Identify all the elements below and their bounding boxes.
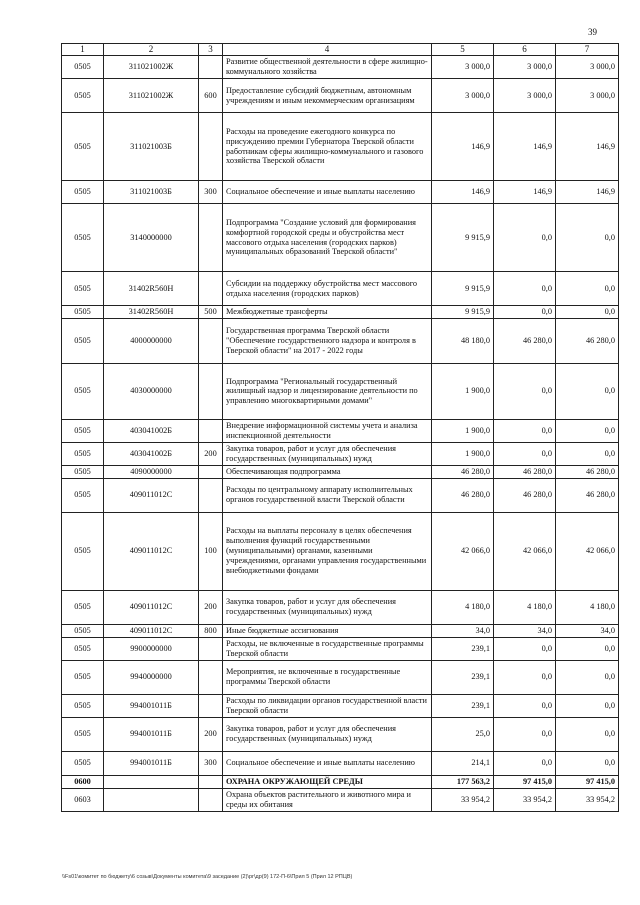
amount-year-2: 0,0 bbox=[494, 751, 556, 775]
expense-type-code: 500 bbox=[199, 306, 223, 319]
expense-name: Предоставление субсидий бюджетным, автономным учреждениям и иным некоммерческим организациям bbox=[223, 79, 432, 113]
section-code: 0505 bbox=[62, 204, 104, 272]
amount-year-2: 0,0 bbox=[494, 637, 556, 660]
amount-year-1: 42 066,0 bbox=[432, 512, 494, 590]
expense-type-code bbox=[199, 788, 223, 811]
amount-year-2: 0,0 bbox=[494, 442, 556, 465]
target-article-code: 31402R560H bbox=[104, 272, 199, 306]
expense-name: Охрана объектов растительного и животного мира и среды их обитания bbox=[223, 788, 432, 811]
header-cell: 4 bbox=[223, 44, 432, 56]
section-code: 0505 bbox=[62, 624, 104, 637]
target-article-code: 311021003Б bbox=[104, 113, 199, 181]
section-code: 0505 bbox=[62, 590, 104, 624]
table-row bbox=[62, 660, 619, 694]
amount-year-2: 46 280,0 bbox=[494, 318, 556, 363]
amount-year-2: 0,0 bbox=[494, 419, 556, 442]
table-row bbox=[62, 204, 619, 272]
expense-name: Закупка товаров, работ и услуг для обеспечения государственных (муниципальных) нужд bbox=[223, 590, 432, 624]
section-code: 0505 bbox=[62, 181, 104, 204]
amount-year-1: 9 915,9 bbox=[432, 306, 494, 319]
expense-name: Расходы по центральному аппарату исполнительных органов государственной власти Тверской области bbox=[223, 478, 432, 512]
amount-year-1: 3 000,0 bbox=[432, 56, 494, 79]
expense-name: Подпрограмма "Создание условий для формирования комфортной городской среды и обустройства мест массового отдыха населения (городских парков) муниципальных образований Тверской области" bbox=[223, 204, 432, 272]
section-code: 0600 bbox=[62, 775, 104, 788]
amount-year-3: 3 000,0 bbox=[556, 56, 619, 79]
amount-year-2: 33 954,2 bbox=[494, 788, 556, 811]
amount-year-2: 0,0 bbox=[494, 363, 556, 419]
header-cell: 3 bbox=[199, 44, 223, 56]
amount-year-3: 146,9 bbox=[556, 181, 619, 204]
amount-year-1: 34,0 bbox=[432, 624, 494, 637]
amount-year-1: 25,0 bbox=[432, 717, 494, 751]
amount-year-3: 97 415,0 bbox=[556, 775, 619, 788]
expense-name: Закупка товаров, работ и услуг для обеспечения государственных (муниципальных) нужд bbox=[223, 442, 432, 465]
amount-year-2: 34,0 bbox=[494, 624, 556, 637]
target-article-code: 403041002Б bbox=[104, 419, 199, 442]
amount-year-2: 0,0 bbox=[494, 272, 556, 306]
target-article-code: 4000000000 bbox=[104, 318, 199, 363]
amount-year-3: 46 280,0 bbox=[556, 478, 619, 512]
amount-year-1: 1 900,0 bbox=[432, 419, 494, 442]
amount-year-3: 0,0 bbox=[556, 694, 619, 717]
expense-type-code: 600 bbox=[199, 79, 223, 113]
amount-year-3: 42 066,0 bbox=[556, 512, 619, 590]
expense-name: Развитие общественной деятельности в сфере жилищно-коммунального хозяйства bbox=[223, 56, 432, 79]
table-row bbox=[62, 419, 619, 442]
expense-type-code bbox=[199, 465, 223, 478]
expense-type-code: 200 bbox=[199, 717, 223, 751]
section-code: 0505 bbox=[62, 751, 104, 775]
target-article-code: 3140000000 bbox=[104, 204, 199, 272]
target-article-code: 409011012С bbox=[104, 590, 199, 624]
amount-year-3: 0,0 bbox=[556, 660, 619, 694]
amount-year-2: 3 000,0 bbox=[494, 56, 556, 79]
table-row bbox=[62, 363, 619, 419]
expense-type-code bbox=[199, 272, 223, 306]
expense-name: Внедрение информационной системы учета и анализа инспекционной деятельности bbox=[223, 419, 432, 442]
section-code: 0505 bbox=[62, 478, 104, 512]
table-row bbox=[62, 113, 619, 181]
table-row bbox=[62, 590, 619, 624]
section-code: 0505 bbox=[62, 637, 104, 660]
amount-year-2: 42 066,0 bbox=[494, 512, 556, 590]
section-code: 0603 bbox=[62, 788, 104, 811]
amount-year-1: 9 915,9 bbox=[432, 204, 494, 272]
amount-year-2: 0,0 bbox=[494, 306, 556, 319]
amount-year-1: 239,1 bbox=[432, 694, 494, 717]
amount-year-2: 97 415,0 bbox=[494, 775, 556, 788]
expense-name: Межбюджетные трансферты bbox=[223, 306, 432, 319]
amount-year-2: 3 000,0 bbox=[494, 79, 556, 113]
expense-type-code bbox=[199, 113, 223, 181]
target-article-code: 311021003Б bbox=[104, 181, 199, 204]
amount-year-2: 0,0 bbox=[494, 717, 556, 751]
table-row bbox=[62, 465, 619, 478]
table-row bbox=[62, 478, 619, 512]
expense-type-code bbox=[199, 204, 223, 272]
expense-type-code: 800 bbox=[199, 624, 223, 637]
section-code: 0505 bbox=[62, 318, 104, 363]
table-row bbox=[62, 272, 619, 306]
amount-year-1: 177 563,2 bbox=[432, 775, 494, 788]
amount-year-1: 46 280,0 bbox=[432, 478, 494, 512]
amount-year-3: 33 954,2 bbox=[556, 788, 619, 811]
target-article-code: 994001011Б bbox=[104, 717, 199, 751]
file-path-footer: \\Fs01\комитет по бюджету\6 созыв\Документы комитета\9 заседание (2)\рг\др(9) 172-П-6\Прил 5 (Прил 12 РПЦВ) bbox=[62, 874, 353, 880]
section-code: 0505 bbox=[62, 465, 104, 478]
table-header-row bbox=[62, 44, 619, 56]
expense-type-code: 300 bbox=[199, 181, 223, 204]
target-article-code: 994001011Б bbox=[104, 694, 199, 717]
expense-name: Расходы, не включенные в государственные программы Тверской области bbox=[223, 637, 432, 660]
expense-name: Расходы на выплаты персоналу в целях обеспечения выполнения функций государственными (муниципальными) органами, казенными учреждениями, органами управления государственными внебюджетными фондами bbox=[223, 512, 432, 590]
table-row bbox=[62, 624, 619, 637]
amount-year-3: 0,0 bbox=[556, 419, 619, 442]
section-code: 0505 bbox=[62, 442, 104, 465]
expense-type-code bbox=[199, 775, 223, 788]
section-code: 0505 bbox=[62, 79, 104, 113]
amount-year-1: 9 915,9 bbox=[432, 272, 494, 306]
section-code: 0505 bbox=[62, 660, 104, 694]
expense-type-code: 100 bbox=[199, 512, 223, 590]
amount-year-1: 1 900,0 bbox=[432, 363, 494, 419]
target-article-code: 9940000000 bbox=[104, 660, 199, 694]
target-article-code bbox=[104, 788, 199, 811]
amount-year-3: 46 280,0 bbox=[556, 465, 619, 478]
section-code: 0505 bbox=[62, 272, 104, 306]
expense-type-code bbox=[199, 694, 223, 717]
table-row bbox=[62, 306, 619, 319]
budget-table bbox=[61, 43, 619, 812]
amount-year-3: 0,0 bbox=[556, 637, 619, 660]
expense-type-code: 200 bbox=[199, 442, 223, 465]
amount-year-3: 46 280,0 bbox=[556, 318, 619, 363]
amount-year-3: 0,0 bbox=[556, 751, 619, 775]
expense-name: Мероприятия, не включенные в государственные программы Тверской области bbox=[223, 660, 432, 694]
expense-name: Расходы по ликвидации органов государственной власти Тверской области bbox=[223, 694, 432, 717]
amount-year-2: 46 280,0 bbox=[494, 478, 556, 512]
expense-type-code bbox=[199, 419, 223, 442]
target-article-code: 9900000000 bbox=[104, 637, 199, 660]
amount-year-1: 1 900,0 bbox=[432, 442, 494, 465]
table-row bbox=[62, 694, 619, 717]
amount-year-1: 4 180,0 bbox=[432, 590, 494, 624]
amount-year-3: 0,0 bbox=[556, 442, 619, 465]
expense-type-code: 300 bbox=[199, 751, 223, 775]
target-article-code: 409011012С bbox=[104, 512, 199, 590]
target-article-code: 4030000000 bbox=[104, 363, 199, 419]
expense-name: ОХРАНА ОКРУЖАЮЩЕЙ СРЕДЫ bbox=[223, 775, 432, 788]
expense-name: Расходы на проведение ежегодного конкурса по присуждению премии Губернатора Тверской области работникам сферы жилищно-коммунального и газового хозяйства Тверской области bbox=[223, 113, 432, 181]
table-row bbox=[62, 442, 619, 465]
amount-year-2: 146,9 bbox=[494, 113, 556, 181]
expense-name: Субсидии на поддержку обустройства мест массового отдыха населения (городских парков) bbox=[223, 272, 432, 306]
section-code: 0505 bbox=[62, 717, 104, 751]
expense-name: Социальное обеспечение и иные выплаты населению bbox=[223, 751, 432, 775]
amount-year-1: 46 280,0 bbox=[432, 465, 494, 478]
amount-year-3: 0,0 bbox=[556, 272, 619, 306]
target-article-code: 311021002Ж bbox=[104, 56, 199, 79]
section-code: 0505 bbox=[62, 419, 104, 442]
table-row bbox=[62, 512, 619, 590]
amount-year-1: 33 954,2 bbox=[432, 788, 494, 811]
page-number: 39 bbox=[588, 27, 597, 37]
target-article-code bbox=[104, 775, 199, 788]
table-row bbox=[62, 788, 619, 811]
table-row bbox=[62, 79, 619, 113]
table-row bbox=[62, 751, 619, 775]
expense-name: Государственная программа Тверской области "Обеспечение государственного надзора и контроля в Тверской области" на 2017 - 2022 годы bbox=[223, 318, 432, 363]
expense-name: Подпрограмма "Региональный государственный жилищный надзор и лицензирование деятельности по управлению многоквартирными домами" bbox=[223, 363, 432, 419]
amount-year-2: 46 280,0 bbox=[494, 465, 556, 478]
amount-year-1: 214,1 bbox=[432, 751, 494, 775]
amount-year-3: 34,0 bbox=[556, 624, 619, 637]
target-article-code: 409011012С bbox=[104, 624, 199, 637]
expense-name: Закупка товаров, работ и услуг для обеспечения государственных (муниципальных) нужд bbox=[223, 717, 432, 751]
target-article-code: 994001011Б bbox=[104, 751, 199, 775]
expense-type-code: 200 bbox=[199, 590, 223, 624]
amount-year-1: 3 000,0 bbox=[432, 79, 494, 113]
target-article-code: 311021002Ж bbox=[104, 79, 199, 113]
header-cell: 5 bbox=[432, 44, 494, 56]
amount-year-1: 146,9 bbox=[432, 181, 494, 204]
expense-type-code bbox=[199, 363, 223, 419]
target-article-code: 31402R560H bbox=[104, 306, 199, 319]
amount-year-3: 0,0 bbox=[556, 717, 619, 751]
target-article-code: 4090000000 bbox=[104, 465, 199, 478]
expense-name: Иные бюджетные ассигнования bbox=[223, 624, 432, 637]
expense-type-code bbox=[199, 56, 223, 79]
section-code: 0505 bbox=[62, 113, 104, 181]
table-row bbox=[62, 318, 619, 363]
amount-year-2: 146,9 bbox=[494, 181, 556, 204]
amount-year-2: 0,0 bbox=[494, 204, 556, 272]
amount-year-1: 239,1 bbox=[432, 637, 494, 660]
header-cell: 2 bbox=[104, 44, 199, 56]
section-code: 0505 bbox=[62, 56, 104, 79]
section-code: 0505 bbox=[62, 694, 104, 717]
expense-type-code bbox=[199, 637, 223, 660]
amount-year-2: 4 180,0 bbox=[494, 590, 556, 624]
expense-type-code bbox=[199, 478, 223, 512]
table-row bbox=[62, 56, 619, 79]
expense-name: Обеспечивающая подпрограмма bbox=[223, 465, 432, 478]
header-cell: 7 bbox=[556, 44, 619, 56]
amount-year-3: 3 000,0 bbox=[556, 79, 619, 113]
amount-year-1: 239,1 bbox=[432, 660, 494, 694]
expense-type-code bbox=[199, 660, 223, 694]
amount-year-2: 0,0 bbox=[494, 660, 556, 694]
header-cell: 6 bbox=[494, 44, 556, 56]
amount-year-1: 146,9 bbox=[432, 113, 494, 181]
target-article-code: 409011012С bbox=[104, 478, 199, 512]
expense-name: Социальное обеспечение и иные выплаты населению bbox=[223, 181, 432, 204]
section-code: 0505 bbox=[62, 306, 104, 319]
amount-year-3: 146,9 bbox=[556, 113, 619, 181]
table-row bbox=[62, 637, 619, 660]
expense-type-code bbox=[199, 318, 223, 363]
amount-year-3: 4 180,0 bbox=[556, 590, 619, 624]
table-row bbox=[62, 717, 619, 751]
section-code: 0505 bbox=[62, 363, 104, 419]
amount-year-3: 0,0 bbox=[556, 363, 619, 419]
target-article-code: 403041002Б bbox=[104, 442, 199, 465]
amount-year-3: 0,0 bbox=[556, 306, 619, 319]
section-code: 0505 bbox=[62, 512, 104, 590]
header-cell: 1 bbox=[62, 44, 104, 56]
amount-year-1: 48 180,0 bbox=[432, 318, 494, 363]
table-row bbox=[62, 181, 619, 204]
amount-year-2: 0,0 bbox=[494, 694, 556, 717]
amount-year-3: 0,0 bbox=[556, 204, 619, 272]
table-row bbox=[62, 775, 619, 788]
